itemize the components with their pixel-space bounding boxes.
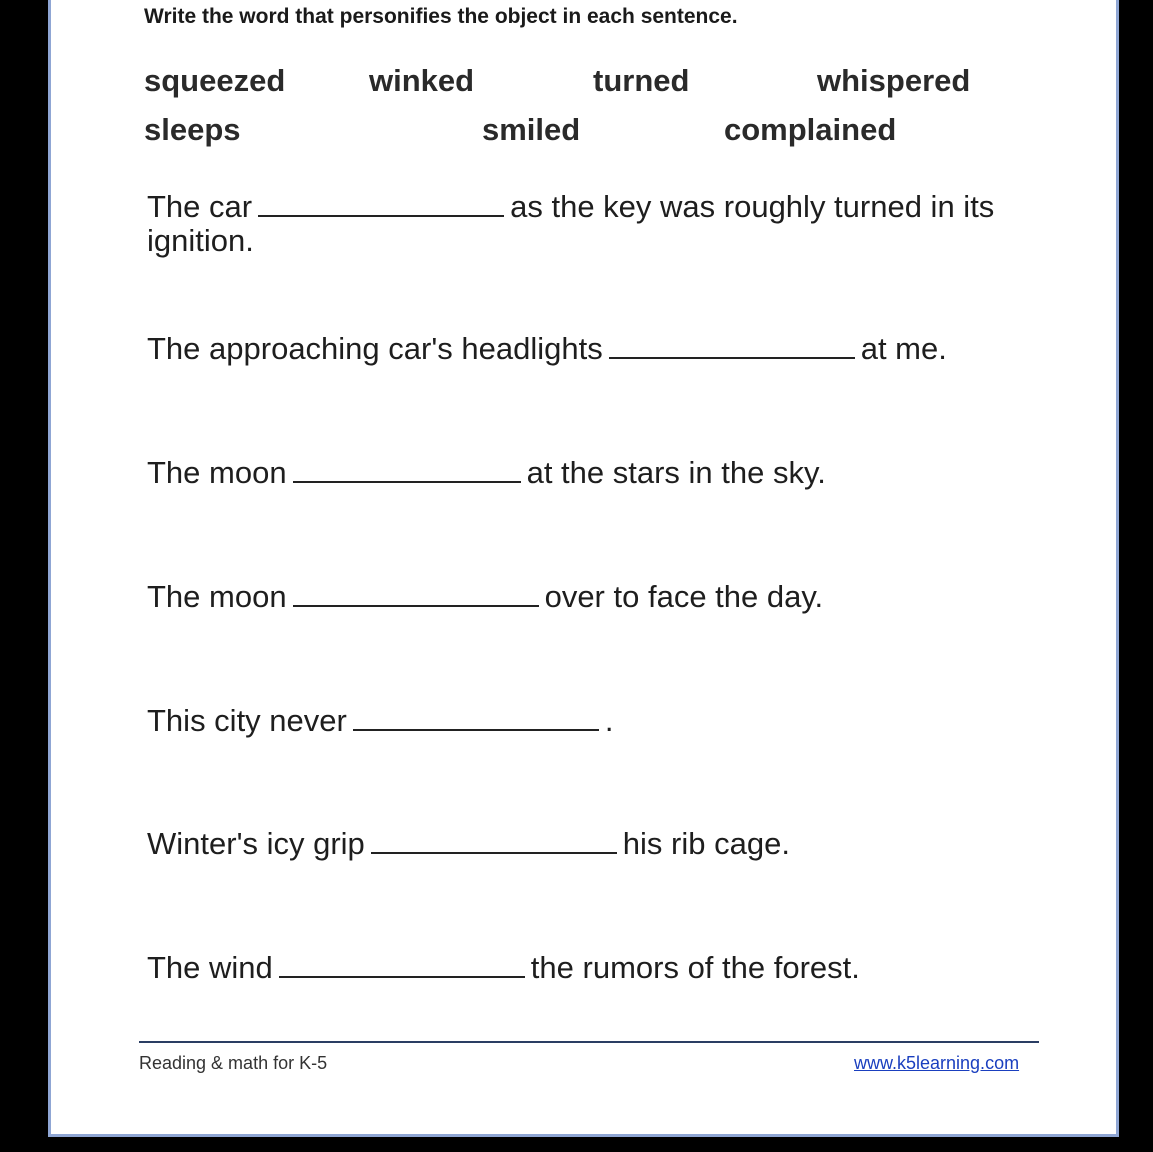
sentence-before: The approaching car's headlights — [147, 331, 603, 366]
sentence-row — [147, 455, 826, 491]
word-bank-item: turned — [593, 63, 690, 98]
word-bank-item: smiled — [482, 112, 581, 147]
footer-divider — [139, 1041, 1039, 1043]
instruction-text: Write the word that personifies the object in each sentence. — [144, 5, 738, 28]
sentence-row — [147, 189, 994, 225]
sentence-before: The wind — [147, 950, 273, 985]
answer-blank[interactable] — [293, 579, 539, 607]
sentence-after: at me. — [860, 331, 947, 366]
worksheet-page — [48, 0, 1119, 1137]
word-bank-item: sleeps — [144, 112, 241, 147]
sentence-after: his rib cage. — [622, 826, 790, 861]
sentence-before: The moon — [147, 579, 287, 614]
sentence-row — [147, 950, 860, 986]
word-bank-item: complained — [724, 112, 897, 147]
sentence-continuation: ignition. — [147, 223, 254, 258]
footer-website-link[interactable]: www.k5learning.com — [854, 1053, 1020, 1073]
answer-blank[interactable] — [258, 189, 504, 217]
sentence-row — [147, 579, 823, 615]
sentence-after: over to face the day. — [544, 579, 824, 614]
answer-blank[interactable] — [293, 455, 521, 483]
word-bank-item: whispered — [817, 63, 971, 98]
answer-blank[interactable] — [371, 826, 617, 854]
sentence-before: The car — [147, 189, 253, 224]
sentence-row — [147, 703, 613, 739]
sentence-row — [147, 826, 790, 862]
sentence-row — [147, 331, 947, 367]
sentence-after: the rumors of the forest. — [530, 950, 860, 985]
answer-blank[interactable] — [279, 950, 525, 978]
answer-blank[interactable] — [609, 331, 855, 359]
sentence-before: The moon — [147, 455, 287, 490]
sentence-after: . — [604, 703, 614, 738]
footer-tagline: Reading & math for K-5 — [139, 1053, 328, 1073]
sentence-after: as the key was roughly turned in its — [510, 189, 995, 224]
sentence-before: Winter's icy grip — [147, 826, 365, 861]
word-bank-item: winked — [369, 63, 475, 98]
sentence-after: at the stars in the sky. — [526, 455, 826, 490]
word-bank-item: squeezed — [144, 63, 286, 98]
answer-blank[interactable] — [353, 703, 599, 731]
sentence-before: This city never — [147, 703, 347, 738]
